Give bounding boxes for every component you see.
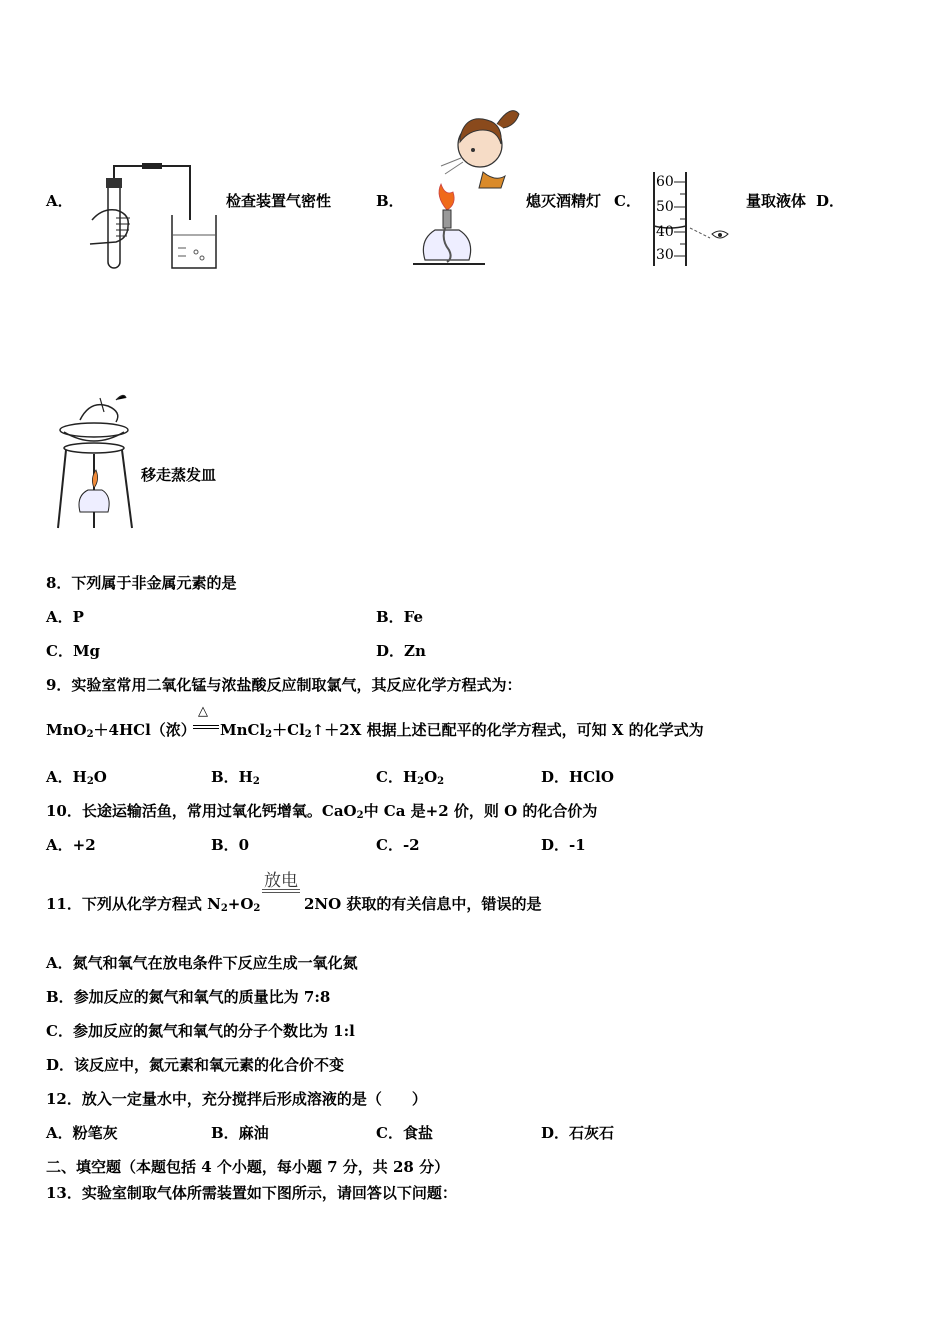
q9-eq-left-b: ＋4HCl（浓）: [93, 721, 196, 739]
q7-option-d-label: D．: [816, 192, 845, 210]
extinguish-alcohol-lamp-figure: [405, 100, 525, 270]
q9-eq-left-a: MnO: [46, 721, 87, 739]
q11-sub2: 2: [253, 903, 261, 914]
q11-stem-c: 2NO 获取的有关信息中，错误的是: [304, 895, 542, 913]
q12-stem: 12．放入一定量水中，充分搅拌后形成溶液的是（ ）: [46, 1090, 427, 1108]
q9-equation-right: [220, 719, 704, 740]
q9-condition: △: [198, 704, 208, 719]
q9-option-b-sub: 2: [252, 776, 260, 787]
q9-eq-right-a: MnCl: [220, 721, 266, 739]
q7-option-c-caption: 量取液体: [746, 192, 807, 210]
cylinder-tick-40: 40: [656, 224, 674, 240]
q9-option-c-text2: O: [424, 768, 438, 786]
q7-option-b-label: B．: [376, 192, 404, 210]
q9-option-c-sub: 2: [417, 776, 425, 787]
q11-stem-a: 11．下列从化学方程式 N: [46, 895, 221, 913]
q13-stem: 13．实验室制取气体所需装置如下图所示，请回答以下问题：: [46, 1184, 457, 1202]
q9-option-c-sub2: 2: [437, 776, 445, 787]
q10-stem: [46, 800, 597, 821]
q9-option-a-text2: O: [93, 768, 107, 786]
q8-option-b: B．Fe: [376, 608, 424, 626]
q11-option-a: A．氮气和氧气在放电条件下反应生成一氧化氮: [46, 954, 358, 972]
q11-equal-sign: [262, 889, 300, 893]
q9-option-a-sub: 2: [86, 776, 94, 787]
q10-stem-b: 中 Ca 是+2 价，则 O 的化合价为: [363, 802, 598, 820]
q9-option-b: [211, 766, 260, 787]
q11-option-b: B．参加反应的氮气和氧气的质量比为 7:8: [46, 988, 331, 1006]
q10-stem-sub: 2: [356, 810, 364, 821]
q12-option-a: A．粉笔灰: [46, 1124, 118, 1142]
q8-stem: 8．下列属于非金属元素的是: [46, 574, 237, 592]
q9-option-a: [46, 766, 107, 787]
q8-option-a: A．P: [46, 608, 84, 626]
q11-option-c: C．参加反应的氮气和氧气的分子个数比为 1:l: [46, 1022, 355, 1040]
q11-condition: 放电: [264, 871, 298, 891]
q11-option-d: D．该反应中，氮元素和氧元素的化合价不变: [46, 1056, 345, 1074]
q7-option-d-caption: 移走蒸发皿: [141, 466, 217, 484]
q12-option-c: C．食盐: [376, 1124, 433, 1142]
q9-eq-right-c: ↑＋2X 根据上述已配平的化学方程式，可知 X 的化学式为: [311, 721, 704, 739]
q9-option-d: D．HClO: [541, 768, 614, 786]
q9-eq-left-sub: 2: [86, 729, 94, 740]
q9-option-b-text: B．H: [211, 768, 253, 786]
q8-option-c: C．Mg: [46, 642, 101, 660]
q7-option-c-label: C．: [614, 192, 641, 210]
q10-option-a: A．+2: [46, 836, 96, 854]
q12-option-d: D．石灰石: [541, 1124, 615, 1142]
q9-eq-right-sub2: 2: [304, 729, 312, 740]
q11-stem: [46, 893, 260, 914]
section-heading: 二、填空题（本题包括 4 个小题，每小题 7 分，共 28 分）: [46, 1158, 450, 1176]
q9-eq-right-sub1: 2: [265, 729, 273, 740]
q9-stem: 9．实验室常用二氧化锰与浓盐酸反应制取氯气，其反应化学方程式为：: [46, 676, 522, 694]
q10-option-d: D．-1: [541, 836, 586, 854]
evaporating-dish-figure: [50, 392, 150, 532]
cylinder-tick-50: 50: [656, 199, 674, 215]
q7-option-a-label: A．: [46, 192, 73, 210]
q9-option-c-text: C．H: [376, 768, 418, 786]
q8-option-d: D．Zn: [376, 642, 426, 660]
q10-option-c: C．-2: [376, 836, 420, 854]
q9-eq-right-b: ＋Cl: [272, 721, 305, 739]
q7-option-a-caption: 检查装置气密性: [226, 192, 332, 210]
q9-equation: [46, 719, 196, 740]
cylinder-tick-30: 30: [656, 247, 674, 263]
q10-option-b: B．0: [211, 836, 250, 854]
q9-option-a-text: A．H: [46, 768, 87, 786]
airtightness-check-figure: [72, 160, 222, 270]
q7-option-b-caption: 熄灭酒精灯: [526, 192, 602, 210]
q12-option-b: B．麻油: [211, 1124, 269, 1142]
q11-stem-b: +O: [227, 895, 254, 913]
q9-option-c: [376, 766, 444, 787]
q10-stem-a: 10．长途运输活鱼，常用过氧化钙增氧。CaO: [46, 802, 357, 820]
q9-equal-sign: [193, 725, 219, 729]
cylinder-tick-60: 60: [656, 174, 674, 190]
q11-sub1: 2: [220, 903, 228, 914]
